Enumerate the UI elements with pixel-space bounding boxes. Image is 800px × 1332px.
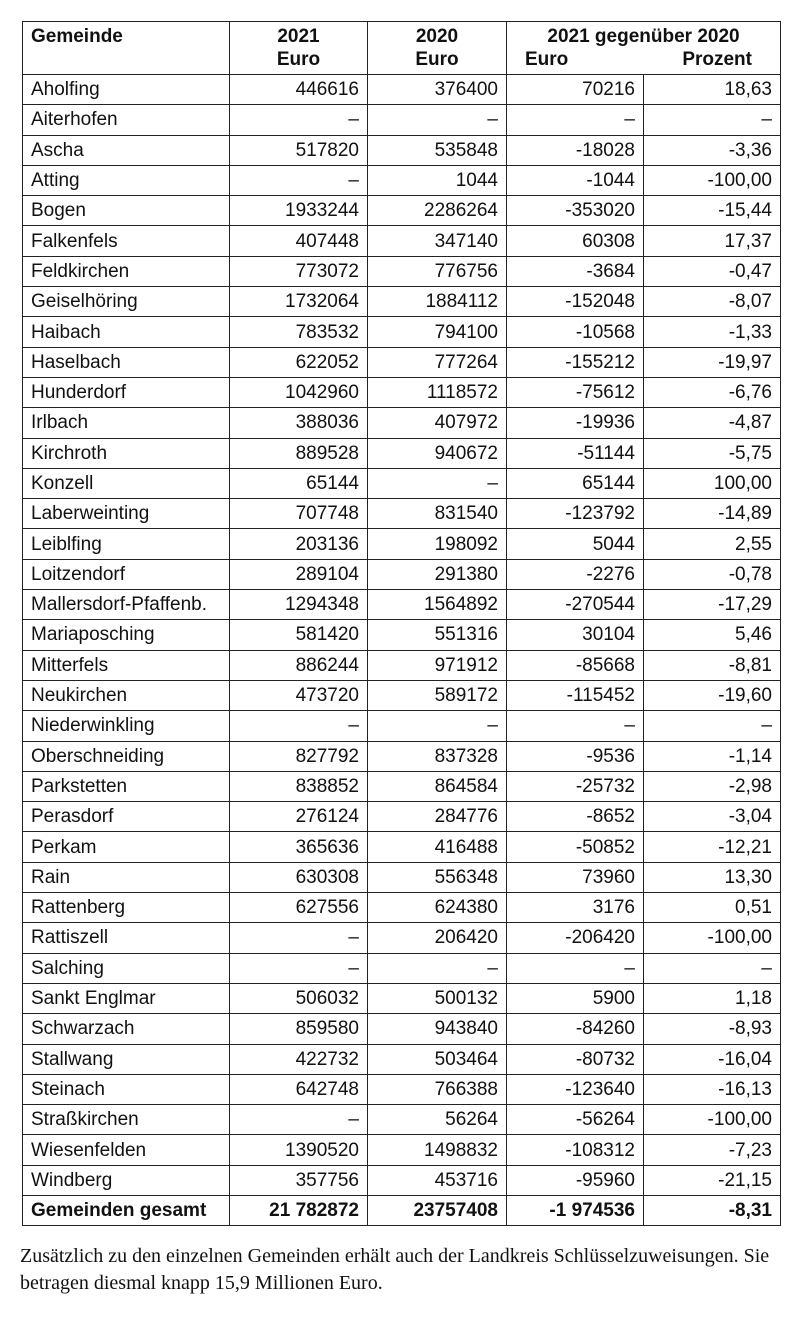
cell-2020: 794100 [368,317,507,347]
cell-diff-euro: -206420 [507,923,644,953]
cell-2021: 407448 [230,226,368,256]
cell-2021: 886244 [230,650,368,680]
cell-2021: – [230,953,368,983]
table-row [23,983,781,1013]
table-row [23,468,781,498]
cell-2020: 535848 [368,135,507,165]
cell-diff-euro: -115452 [507,680,644,710]
cell-diff-euro: -50852 [507,832,644,862]
cell-diff-pct: -14,89 [644,499,781,529]
table-row [23,711,781,741]
table-container [22,21,780,1226]
cell-gemeinde: Aholfing [23,75,230,105]
cell-diff-euro: -84260 [507,1014,644,1044]
cell-diff-pct: 13,30 [644,862,781,892]
table-row [23,680,781,710]
cell-gemeinde: Perasdorf [23,802,230,832]
cell-diff-pct: 17,37 [644,226,781,256]
cell-diff-pct: -100,00 [644,1105,781,1135]
cell-gemeinde: Falkenfels [23,226,230,256]
cell-2021: 203136 [230,529,368,559]
cell-diff-euro: -25732 [507,771,644,801]
cell-diff-pct: -100,00 [644,165,781,195]
cell-2020: 500132 [368,983,507,1013]
cell-diff-euro: -123640 [507,1074,644,1104]
cell-2021: 422732 [230,1044,368,1074]
cell-gemeinde: Hunderdorf [23,377,230,407]
cell-gemeinde: Irlbach [23,408,230,438]
cell-2020: 971912 [368,650,507,680]
cell-2020: 416488 [368,832,507,862]
cell-2021: – [230,711,368,741]
table-row [23,832,781,862]
cell-gemeinde: Parkstetten [23,771,230,801]
table-row [23,317,781,347]
cell-2020: – [368,711,507,741]
cell-2020: 1884112 [368,287,507,317]
cell-diff-pct: -16,13 [644,1074,781,1104]
cell-diff-pct: -8,07 [644,287,781,317]
cell-2020: 284776 [368,802,507,832]
cell-diff-euro: -155212 [507,347,644,377]
cell-2021: 506032 [230,983,368,1013]
cell-2020: – [368,105,507,135]
header-diff-sub [515,48,772,71]
table-row [23,347,781,377]
table-row [23,650,781,680]
cell-2021: – [230,165,368,195]
cell-gemeinde: Atting [23,165,230,195]
cell-diff-pct: -0,78 [644,559,781,589]
cell-2021: 1294348 [230,590,368,620]
cell-2021: – [230,923,368,953]
cell-gemeinde: Rattenberg [23,893,230,923]
table-row [23,923,781,953]
cell-2021: 388036 [230,408,368,438]
cell-gemeinde: Neukirchen [23,680,230,710]
cell-diff-pct: -12,21 [644,832,781,862]
cell-gemeinde: Laberweinting [23,499,230,529]
table-row [23,1074,781,1104]
cell-gemeinde: Wiesenfelden [23,1135,230,1165]
table-row [23,1044,781,1074]
cell-diff-euro: 65144 [507,468,644,498]
cell-gemeinde: Schwarzach [23,1014,230,1044]
table-row [23,1105,781,1135]
cell-gemeinde: Windberg [23,1165,230,1195]
table-row [23,105,781,135]
header-gemeinde: Gemeinde [23,22,230,75]
cell-diff-pct: -0,47 [644,256,781,286]
header-diff-title: 2021 gegenüber 2020 [547,26,740,47]
cell-2021: – [230,105,368,135]
cell-gemeinde: Mariaposching [23,620,230,650]
cell-gemeinde: Mallersdorf-Pfaffenb. [23,590,230,620]
total-diff: -1 974536 [507,1195,644,1225]
cell-2020: 624380 [368,893,507,923]
cell-diff-pct: -21,15 [644,1165,781,1195]
table-row [23,438,781,468]
cell-gemeinde: Sankt Englmar [23,983,230,1013]
cell-gemeinde: Bogen [23,196,230,226]
cell-diff-pct: – [644,105,781,135]
cell-diff-euro: -10568 [507,317,644,347]
cell-gemeinde: Haibach [23,317,230,347]
cell-2020: 291380 [368,559,507,589]
cell-gemeinde: Stallwang [23,1044,230,1074]
cell-2020: 766388 [368,1074,507,1104]
cell-diff-pct: 0,51 [644,893,781,923]
cell-2021: 357756 [230,1165,368,1195]
table-row [23,256,781,286]
header-2020-year: 2020 [415,26,459,47]
cell-diff-pct: -16,04 [644,1044,781,1074]
cell-2021: 289104 [230,559,368,589]
cell-2020: 777264 [368,347,507,377]
cell-diff-euro: 60308 [507,226,644,256]
cell-2020: 198092 [368,529,507,559]
cell-diff-euro: -80732 [507,1044,644,1074]
cell-diff-pct: -3,04 [644,802,781,832]
cell-gemeinde: Rain [23,862,230,892]
cell-diff-euro: -56264 [507,1105,644,1135]
cell-diff-euro: 70216 [507,75,644,105]
cell-2021: 1390520 [230,1135,368,1165]
cell-2020: 1564892 [368,590,507,620]
cell-gemeinde: Oberschneiding [23,741,230,771]
cell-diff-euro: 30104 [507,620,644,650]
header-diff [507,22,781,75]
cell-diff-pct: -8,93 [644,1014,781,1044]
cell-2021: 65144 [230,468,368,498]
cell-gemeinde: Rattiszell [23,923,230,953]
footnote: Zusätzlich zu den einzelnen Gemeinden erhält auch der Landkreis Schlüsselzuweisungen. Sie betragen diesmal knapp 15,9 Millionen Euro. [20,1245,770,1294]
cell-diff-pct: – [644,953,781,983]
cell-2021: 630308 [230,862,368,892]
cell-2021: 1933244 [230,196,368,226]
cell-2020: 2286264 [368,196,507,226]
cell-2021: 827792 [230,741,368,771]
table-row [23,559,781,589]
cell-gemeinde: Feldkirchen [23,256,230,286]
cell-diff-pct: -7,23 [644,1135,781,1165]
header-2021 [230,22,368,75]
table-row [23,771,781,801]
cell-diff-euro: – [507,711,644,741]
cell-2021: 365636 [230,832,368,862]
cell-2020: – [368,468,507,498]
cell-gemeinde: Steinach [23,1074,230,1104]
cell-2020: 551316 [368,620,507,650]
cell-diff-euro: -2276 [507,559,644,589]
cell-2020: 453716 [368,1165,507,1195]
cell-gemeinde: Geiselhöring [23,287,230,317]
total-2020: 23757408 [368,1195,507,1225]
allocation-table [22,21,781,1226]
cell-2020: 776756 [368,256,507,286]
cell-diff-euro: -270544 [507,590,644,620]
cell-2021: 622052 [230,347,368,377]
cell-2020: 864584 [368,771,507,801]
cell-2020: 503464 [368,1044,507,1074]
cell-diff-pct: -19,60 [644,680,781,710]
cell-2020: 1044 [368,165,507,195]
cell-diff-euro: -123792 [507,499,644,529]
cell-gemeinde: Haselbach [23,347,230,377]
total-pct: -8,31 [644,1195,781,1225]
header-diff-pct: Prozent [682,49,752,70]
cell-diff-euro: -1044 [507,165,644,195]
cell-diff-euro: -9536 [507,741,644,771]
cell-diff-euro: – [507,105,644,135]
cell-diff-euro: -75612 [507,377,644,407]
header-2020 [368,22,507,75]
cell-gemeinde: Leiblfing [23,529,230,559]
table-row [23,1014,781,1044]
table-row [23,499,781,529]
cell-diff-pct: 18,63 [644,75,781,105]
cell-2021: 859580 [230,1014,368,1044]
total-name: Gemeinden gesamt [23,1195,230,1225]
cell-diff-pct: 2,55 [644,529,781,559]
cell-diff-pct: 5,46 [644,620,781,650]
table-body [23,75,781,1196]
cell-2021: 707748 [230,499,368,529]
cell-gemeinde: Straßkirchen [23,1105,230,1135]
cell-diff-euro: -152048 [507,287,644,317]
cell-diff-pct: -4,87 [644,408,781,438]
header-2020-unit: Euro [415,49,459,70]
table-row [23,802,781,832]
table-row [23,529,781,559]
cell-diff-euro: -85668 [507,650,644,680]
table-row [23,135,781,165]
cell-2020: 940672 [368,438,507,468]
cell-diff-pct: -5,75 [644,438,781,468]
cell-2021: 889528 [230,438,368,468]
table-row [23,287,781,317]
cell-2021: 783532 [230,317,368,347]
cell-diff-pct: – [644,711,781,741]
cell-gemeinde: Ascha [23,135,230,165]
cell-2020: 1498832 [368,1135,507,1165]
table-row [23,953,781,983]
cell-gemeinde: Kirchroth [23,438,230,468]
cell-2021: 446616 [230,75,368,105]
cell-2020: 407972 [368,408,507,438]
cell-diff-pct: -100,00 [644,923,781,953]
cell-gemeinde: Konzell [23,468,230,498]
table-row [23,741,781,771]
cell-2020: 837328 [368,741,507,771]
cell-diff-euro: -353020 [507,196,644,226]
table-row [23,862,781,892]
cell-diff-pct: -15,44 [644,196,781,226]
cell-diff-euro: – [507,953,644,983]
cell-diff-euro: 3176 [507,893,644,923]
cell-diff-pct: -17,29 [644,590,781,620]
header-diff-euro: Euro [525,49,569,70]
cell-2020: 56264 [368,1105,507,1135]
cell-2020: 347140 [368,226,507,256]
header-2021-year: 2021 [277,26,320,47]
cell-2020: – [368,953,507,983]
cell-gemeinde: Salching [23,953,230,983]
cell-diff-pct: -2,98 [644,771,781,801]
cell-diff-euro: -95960 [507,1165,644,1195]
cell-2021: 276124 [230,802,368,832]
cell-2020: 376400 [368,75,507,105]
cell-diff-pct: 1,18 [644,983,781,1013]
cell-2020: 831540 [368,499,507,529]
cell-diff-pct: -3,36 [644,135,781,165]
cell-gemeinde: Niederwinkling [23,711,230,741]
cell-diff-euro: -18028 [507,135,644,165]
cell-2021: 627556 [230,893,368,923]
cell-diff-euro: -51144 [507,438,644,468]
cell-diff-pct: -1,33 [644,317,781,347]
cell-2020: 206420 [368,923,507,953]
table-row [23,620,781,650]
table-row [23,196,781,226]
table-row [23,893,781,923]
cell-diff-pct: -6,76 [644,377,781,407]
cell-gemeinde: Mitterfels [23,650,230,680]
header-row [23,22,781,75]
cell-diff-pct: -8,81 [644,650,781,680]
table-row [23,377,781,407]
total-row [23,1195,781,1225]
cell-diff-pct: -1,14 [644,741,781,771]
cell-diff-euro: 5044 [507,529,644,559]
cell-2021: 473720 [230,680,368,710]
cell-gemeinde: Loitzendorf [23,559,230,589]
cell-diff-euro: -8652 [507,802,644,832]
cell-2021: 517820 [230,135,368,165]
cell-2021: 1732064 [230,287,368,317]
table-row [23,165,781,195]
table-row [23,590,781,620]
cell-diff-euro: 5900 [507,983,644,1013]
table-row [23,408,781,438]
table-row [23,75,781,105]
cell-2021: 773072 [230,256,368,286]
cell-2020: 1118572 [368,377,507,407]
cell-2021: 838852 [230,771,368,801]
cell-diff-euro: -19936 [507,408,644,438]
cell-diff-euro: -3684 [507,256,644,286]
cell-gemeinde: Aiterhofen [23,105,230,135]
cell-2021: 1042960 [230,377,368,407]
cell-diff-euro: -108312 [507,1135,644,1165]
cell-2020: 556348 [368,862,507,892]
cell-2020: 589172 [368,680,507,710]
cell-2021: 581420 [230,620,368,650]
cell-2021: 642748 [230,1074,368,1104]
table-row [23,1165,781,1195]
total-2021: 21 782872 [230,1195,368,1225]
cell-2021: – [230,1105,368,1135]
table-row [23,1135,781,1165]
header-2021-unit: Euro [276,49,321,70]
cell-2020: 943840 [368,1014,507,1044]
cell-gemeinde: Perkam [23,832,230,862]
table-row [23,226,781,256]
cell-diff-euro: 73960 [507,862,644,892]
cell-diff-pct: 100,00 [644,468,781,498]
cell-diff-pct: -19,97 [644,347,781,377]
